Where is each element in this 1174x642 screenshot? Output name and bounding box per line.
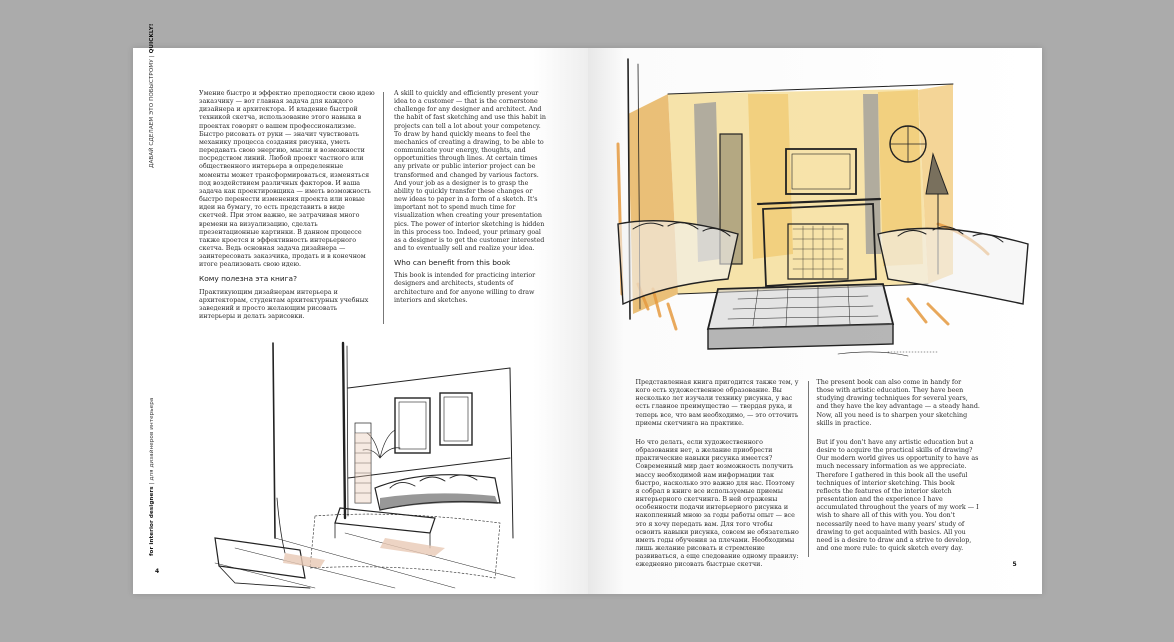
right-column-rule: [808, 381, 809, 557]
right-ru-column: [636, 379, 800, 575]
running-head-bottom: [149, 398, 155, 556]
right-ru-paragraph-2: Но что делать, если художественного образования нет, а желание приобрести практические навыки рисунка имеется? Современный мир дает возможность получить массу необходимой нам информации так быстро, насколько это важно для нас. Поэтому я собрал в книге все используемые приемы интерьерного скетчинга. В ней отражены особенности подачи интерьерного рисунка и накопленный мною за годы работы опыт — все это я хочу передать вам. Для того чтобы освоить навыки рисунка, совсем не обязательно иметь годы обучения за плечами. Необходимы лишь желание рисовать и стремление развиваться, а еще следование одному правилу: ежедневно рисовать быстрые скетчи.: [635, 438, 799, 569]
running-head-bottom-regular: | для дизайнеров интерьера: [149, 397, 155, 485]
right-page: [588, 48, 1043, 594]
right-page-number: 5: [1012, 561, 1017, 568]
fireplace-living-room-sketch-color: [608, 54, 1038, 364]
book-spread: [133, 23, 1042, 594]
left-en-paragraph-2: This book is intended for practicing interior designers and architects, students of architecture and for anyone willing to draw interiors and sketches.: [394, 272, 536, 304]
left-ru-column: [199, 90, 375, 327]
left-ru-paragraph-2: Практикующим дизайнерам интерьера и архитекторам, студентам архитектурных учебных заведений и просто желающим рисовать интерьеры и делать зарисовки.: [199, 288, 369, 321]
right-en-paragraph-1: The present book can also come in handy for those with artistic education. They have been studying drawing techniques for several years, and they have the key advantage — a steady hand. Now, all you need is to sharpen your sketching skills in practice.: [816, 379, 980, 427]
left-page-number: 4: [155, 568, 160, 575]
running-head-top-bold: QUICKLY!: [149, 23, 155, 54]
left-page: [133, 23, 588, 594]
running-head-top: [149, 24, 155, 169]
left-en-column: [394, 90, 546, 311]
right-en-column: [817, 379, 981, 559]
left-ru-heading: Кому полезна эта книга?: [199, 274, 298, 284]
right-ru-paragraph-1: Представленная книга пригодится также тем, у кого есть художественное образование. Вы несколько лет изучали технику рисунка, у вас есть главное преимущество — твердая рука, и теперь все, что вам необходимо, — это отточить приемы скетчинга на практике.: [635, 379, 799, 427]
left-column-rule: [383, 92, 384, 324]
left-ru-paragraph-1: Умение быстро и эффектно преподности свою идею заказчику — вот главная задача для каждого дизайнера и архитектора. И владение быстрой техникой скетча, использование этого навыка в проектах говорят о вашем профессионализме. Быстро рисовать от руки — значит чувствовать механику процесса создания рисунка, уметь передавать свою энергию, мысли и возможности посредством линий. Любой проект частного или общественного интерьера в определенные моменты может трансформироваться, изменяться под воздействием различных факторов. И ваша задача как проектировщика — иметь возможность быстро перенести изменения проекта или новые идеи на бумагу, то есть представить в виде скетчей. При этом важно, не затрачивая много времени на визуализацию, сделать презентационные картинки. В данном процессе также кроется и эффективность интерьерного скетча. Ведь основная задача дизайнера — заинтересовать заказчика, продать и в конечном итоге реализовать свою идею.: [199, 90, 375, 269]
running-head-top-regular: ДАВАЙ СДЕЛАЕМ ЭТО ПОБЫСТРОМУ |: [149, 55, 155, 168]
living-room-sketch-bw: [195, 338, 525, 588]
left-en-paragraph-1: A skill to quickly and efficiently present your idea to a customer — that is the cornerstone challenge for any designer and architect. And the habit of fast sketching and use this habit in projects can tell a lot about your competency. To draw by hand quickly means to feel the mechanics of creating a drawing, to be able to communicate your energy, thoughts, and opportunities through lines. At certain times any private or public interior project can be transformed and changed by various factors. And your job as a designer is to grasp the ability to quickly transfer these changes or new ideas to paper in a form of a sketch. It's important not to spend much time for visualization when creating your presentation pics. The power of interior sketching is hidden in this process too. Indeed, your primary goal as a designer is to get the customer interested and to eventually sell and realize your idea.: [394, 90, 546, 252]
right-en-paragraph-2: But if you don't have any artistic education but a desire to acquire the practical skills of drawing? Our modern world gives us opportunity to have as much necessary information as we appreciate. Therefore I gathered in this book all the useful techniques of interior sketching. This book reflects the features of the interior sketch presentation and the experience I have accumulated throughout the years of my work — I wish to share all of this with you. You don't necessarily need to have many years' study of drawing to get acquainted with basics. All you need is a desire to draw and a strive to develop, and one more rule: to quick sketch every day.: [816, 438, 979, 552]
left-en-heading: Who can benefit from this book: [394, 258, 511, 268]
running-head-bottom-bold: for interior designers: [149, 486, 155, 556]
